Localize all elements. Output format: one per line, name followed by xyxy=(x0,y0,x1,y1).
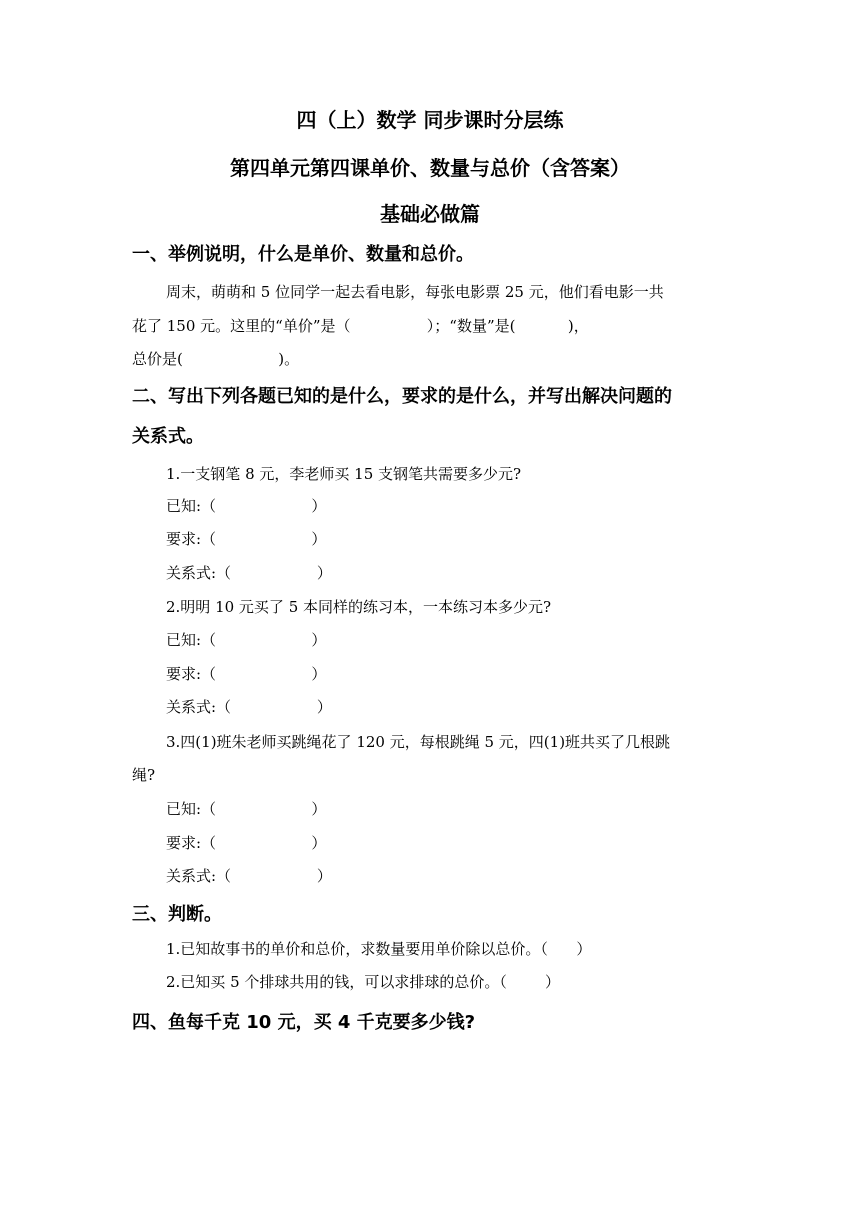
problem-3-text-line-2: 绳? xyxy=(132,766,156,784)
q2-heading-line-1: 二、写出下列各题已知的是什么，要求的是什么，并写出解决问题的 xyxy=(132,386,672,407)
problem-2-relation: 关系式:（ ） xyxy=(166,698,332,716)
q4-heading: 四、鱼每千克 10 元，买 4 千克要多少钱? xyxy=(132,1012,476,1033)
judge-item-2: 2.已知买 5 个排球共用的钱，可以求排球的总价。（ ） xyxy=(166,973,561,991)
problem-1-known: 已知:（ ） xyxy=(166,497,327,515)
q1-heading: 一、举例说明，什么是单价、数量和总价。 xyxy=(132,244,474,265)
page-title: 四（上）数学 同步课时分层练 xyxy=(296,108,564,132)
problem-2-ask: 要求:（ ） xyxy=(166,665,327,683)
page-subtitle: 第四单元第四课单价、数量与总价（含答案） xyxy=(230,156,630,180)
judge-item-1: 1.已知故事书的单价和总价，求数量要用单价除以总价。（ ） xyxy=(166,940,592,958)
problem-1-relation: 关系式:（ ） xyxy=(166,564,332,582)
q1-line-2: 花了 150 元。这里的“单价”是（ ）；“数量”是( )， xyxy=(132,317,589,335)
problem-2-known: 已知:（ ） xyxy=(166,631,327,649)
problem-3-known: 已知:（ ） xyxy=(166,800,327,818)
problem-1-text: 1.一支钢笔 8 元，李老师买 15 支钢笔共需要多少元? xyxy=(166,465,522,483)
q2-heading-line-2: 关系式。 xyxy=(132,426,204,447)
problem-3-ask: 要求:（ ） xyxy=(166,834,327,852)
problem-1-ask: 要求:（ ） xyxy=(166,530,327,548)
problem-3-text-line-1: 3.四(1)班朱老师买跳绳花了 120 元，每根跳绳 5 元，四(1)班共买了几根跳 xyxy=(166,733,671,751)
q1-line-3: 总价是( )。 xyxy=(132,350,300,368)
q3-heading: 三、判断。 xyxy=(132,904,222,925)
q1-line-1: 周末，萌萌和 5 位同学一起去看电影，每张电影票 25 元，他们看电影一共 xyxy=(166,283,664,301)
problem-3-relation: 关系式:（ ） xyxy=(166,867,332,885)
problem-2-text: 2.明明 10 元买了 5 本同样的练习本，一本练习本多少元? xyxy=(166,598,552,616)
section-title: 基础必做篇 xyxy=(380,202,480,226)
